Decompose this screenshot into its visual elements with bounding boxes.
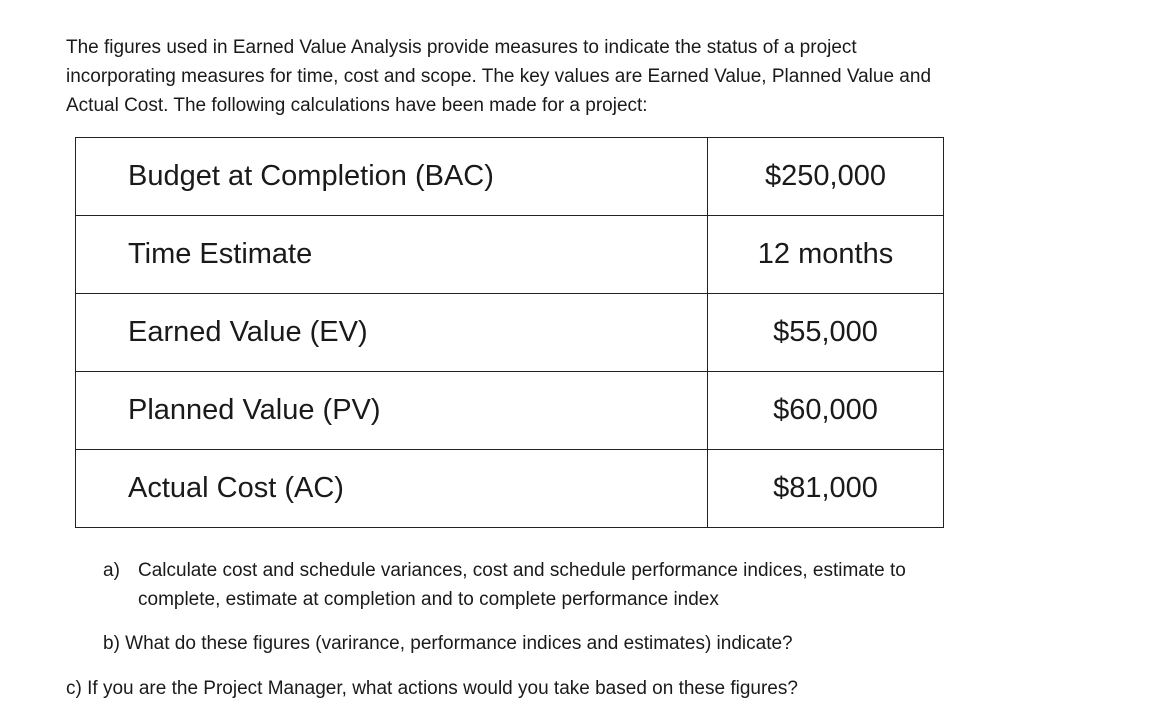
row-value: $81,000	[708, 450, 944, 528]
row-label: Time Estimate	[76, 216, 708, 294]
table-row	[76, 138, 944, 216]
row-value: $60,000	[708, 372, 944, 450]
row-label: Budget at Completion (BAC)	[76, 138, 708, 216]
table-row	[76, 216, 944, 294]
row-value: 12 months	[708, 216, 944, 294]
question-a-line: complete, estimate at completion and to complete performance index	[138, 589, 719, 610]
question-b: b) What do these figures (varirance, performance indices and estimates) indicate?	[103, 633, 793, 654]
row-value: $250,000	[708, 138, 944, 216]
intro-line: Actual Cost. The following calculations have been made for a project:	[66, 95, 648, 116]
row-label: Earned Value (EV)	[76, 294, 708, 372]
earned-value-table	[75, 137, 944, 528]
table-row	[76, 450, 944, 528]
question-c: c) If you are the Project Manager, what actions would you take based on these figures?	[66, 678, 798, 699]
question-a-marker: a)	[103, 560, 120, 581]
intro-line: incorporating measures for time, cost and scope. The key values are Earned Value, Planned Value and	[66, 66, 932, 87]
row-label: Actual Cost (AC)	[76, 450, 708, 528]
row-label: Planned Value (PV)	[76, 372, 708, 450]
question-a-text	[138, 556, 958, 614]
intro-line: The figures used in Earned Value Analysis provide measures to indicate the status of a project	[66, 37, 857, 58]
row-value: $55,000	[708, 294, 944, 372]
question-a-line: Calculate cost and schedule variances, cost and schedule performance indices, estimate to	[138, 560, 906, 581]
table-row	[76, 294, 944, 372]
table-row	[76, 372, 944, 450]
question-a	[103, 556, 958, 614]
intro-paragraph	[66, 33, 1026, 120]
